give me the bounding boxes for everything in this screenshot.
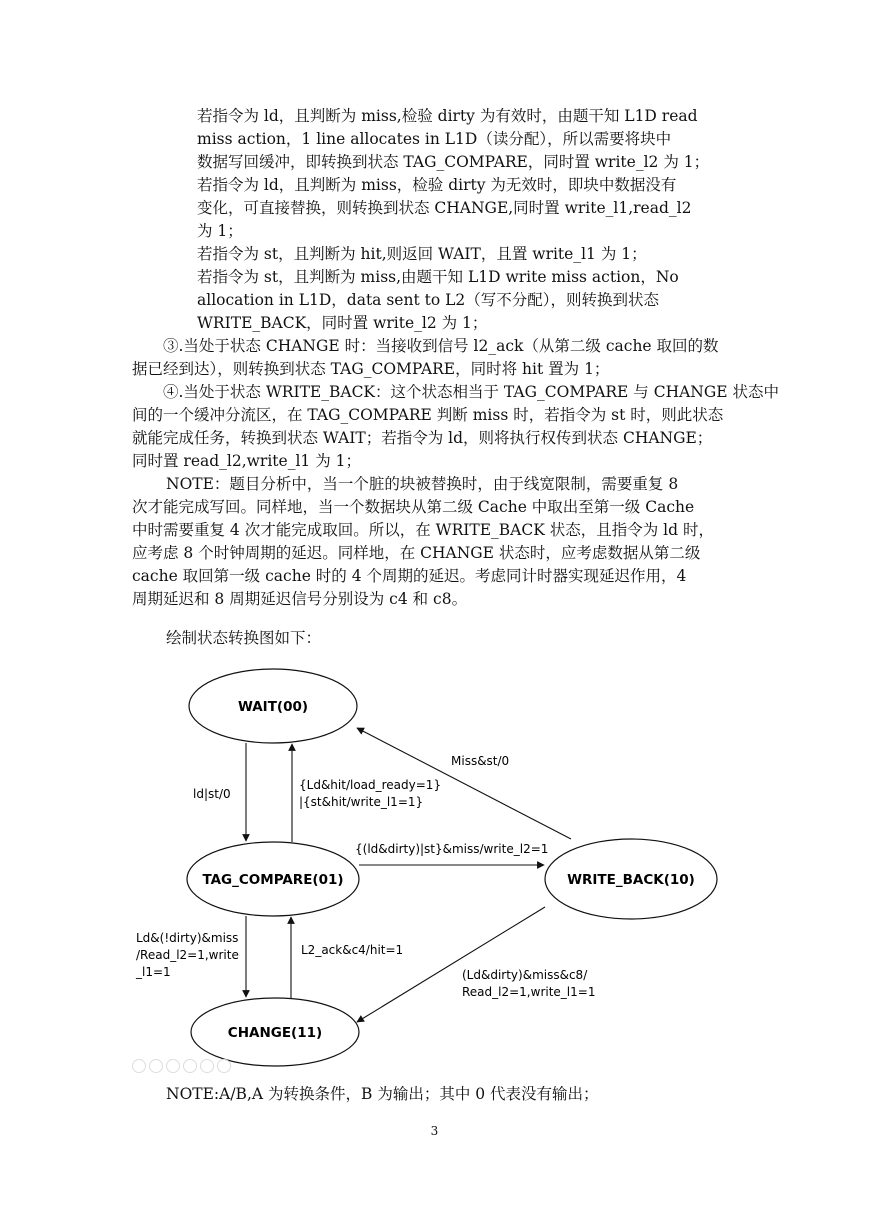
edge-label: L2_ack&c4/hit=1 <box>301 943 404 957</box>
text-line: NOTE：题目分析中，当一个脏的块被替换时，由于线宽限制，需要重复 8 <box>166 475 679 493</box>
text-line: WRITE_BACK，同时置 write_l2 为 1； <box>197 314 488 332</box>
diagram-intro: 绘制状态转换图如下： <box>166 629 322 647</box>
edge-label: Miss&st/0 <box>451 754 510 768</box>
edge-label: {(ld&dirty)|st}&miss/write_l2=1 <box>355 842 549 856</box>
text-line: 同时置 read_l2,write_l1 为 1； <box>132 452 361 470</box>
state-write-back-label: WRITE_BACK(10) <box>567 872 695 888</box>
text-line: 周期延迟和 8 周期延迟信号分别设为 c4 和 c8。 <box>132 590 468 608</box>
text-line: 中时需要重复 4 次才能完成取回。所以，在 WRITE_BACK 状态，且指令为 ld 时， <box>132 521 714 539</box>
text-line: 应考虑 8 个时钟周期的延迟。同样地，在 CHANGE 状态时，应考虑数据从第二级 <box>132 544 701 562</box>
state-tag-compare-label: TAG_COMPARE(01) <box>202 872 344 888</box>
edge-label: (Ld&dirty)&miss&c8/ <box>462 968 588 982</box>
text-line: 据已经到达），则转换到状态 TAG_COMPARE，同时将 hit 置为 1； <box>132 360 610 378</box>
text-line: 就能完成任务，转换到状态 WAIT；若指令为 ld，则将执行权传到状态 CHANGE； <box>132 429 713 447</box>
text-line: 变化，可直接替换，则转换到状态 CHANGE,同时置 write_l1,read_l2 <box>197 199 692 217</box>
edge-label: /Read_l2=1,write <box>136 948 239 962</box>
text-line: 若指令为 ld，且判断为 miss，检验 dirty 为无效时，即块中数据没有 <box>197 176 677 194</box>
text-line: ③.当处于状态 CHANGE 时：当接收到信号 l2_ack（从第二级 cache 取回的数 <box>163 337 719 355</box>
state-tag-compare <box>187 842 359 916</box>
state-diagram <box>0 640 869 1080</box>
watermark-icon <box>200 1059 214 1073</box>
text-line: cache 取回第一级 cache 时的 4 个周期的延迟。考虑同计时器实现延迟作用，4 <box>132 567 687 585</box>
text-line: miss action，1 line allocates in L1D（读分配），所以需要将块中 <box>197 130 672 148</box>
diagram-note: NOTE:A/B,A 为转换条件，B 为输出；其中 0 代表没有输出； <box>166 1085 599 1103</box>
watermark-icon <box>132 1059 146 1073</box>
page-number: 3 <box>430 1124 439 1138</box>
watermark-icon <box>217 1059 231 1073</box>
watermark-icon <box>183 1059 197 1073</box>
state-wait-label: WAIT(00) <box>237 699 309 715</box>
text-line: 若指令为 st，且判断为 miss,由题干知 L1D write miss action，No <box>197 268 679 286</box>
state-wait <box>189 669 357 743</box>
text-line: 间的一个缓冲分流区，在 TAG_COMPARE 判断 miss 时，若指令为 st 时，则此状态 <box>132 406 724 424</box>
edge-label: Ld&(!dirty)&miss <box>136 931 239 945</box>
text-line: 为 1； <box>197 222 243 240</box>
text-line: 数据写回缓冲，即转换到状态 TAG_COMPARE，同时置 write_l2 为 1； <box>197 153 710 171</box>
text-line: 若指令为 ld，且判断为 miss,检验 dirty 为有效时，由题干知 L1D read <box>197 107 698 125</box>
text-line: ④.当处于状态 WRITE_BACK：这个状态相当于 TAG_COMPARE 与 CHANGE 状态中 <box>163 383 779 401</box>
edge-wb-to-change <box>357 907 545 1022</box>
watermark-icon <box>149 1059 163 1073</box>
text-line: allocation in L1D，data sent to L2（写不分配），则转换到状态 <box>197 291 660 309</box>
edge-label: {Ld&hit/load_ready=1} <box>299 778 442 792</box>
edge-label: Read_l2=1,write_l1=1 <box>462 985 596 999</box>
watermark-icon <box>166 1059 180 1073</box>
edge-label: ld|st/0 <box>193 787 231 801</box>
edge-label: _l1=1 <box>136 965 171 979</box>
edge-label: |{st&hit/write_l1=1} <box>299 795 424 809</box>
state-write-back <box>545 839 717 919</box>
state-change-label: CHANGE(11) <box>227 1025 323 1041</box>
watermark-icons <box>132 1059 231 1073</box>
state-change <box>191 998 359 1066</box>
text-line: 若指令为 st，且判断为 hit,则返回 WAIT，且置 write_l1 为 1； <box>197 245 647 263</box>
text-line: 次才能完成写回。同样地，当一个数据块从第二级 Cache 中取出至第一级 Cache <box>132 498 695 516</box>
